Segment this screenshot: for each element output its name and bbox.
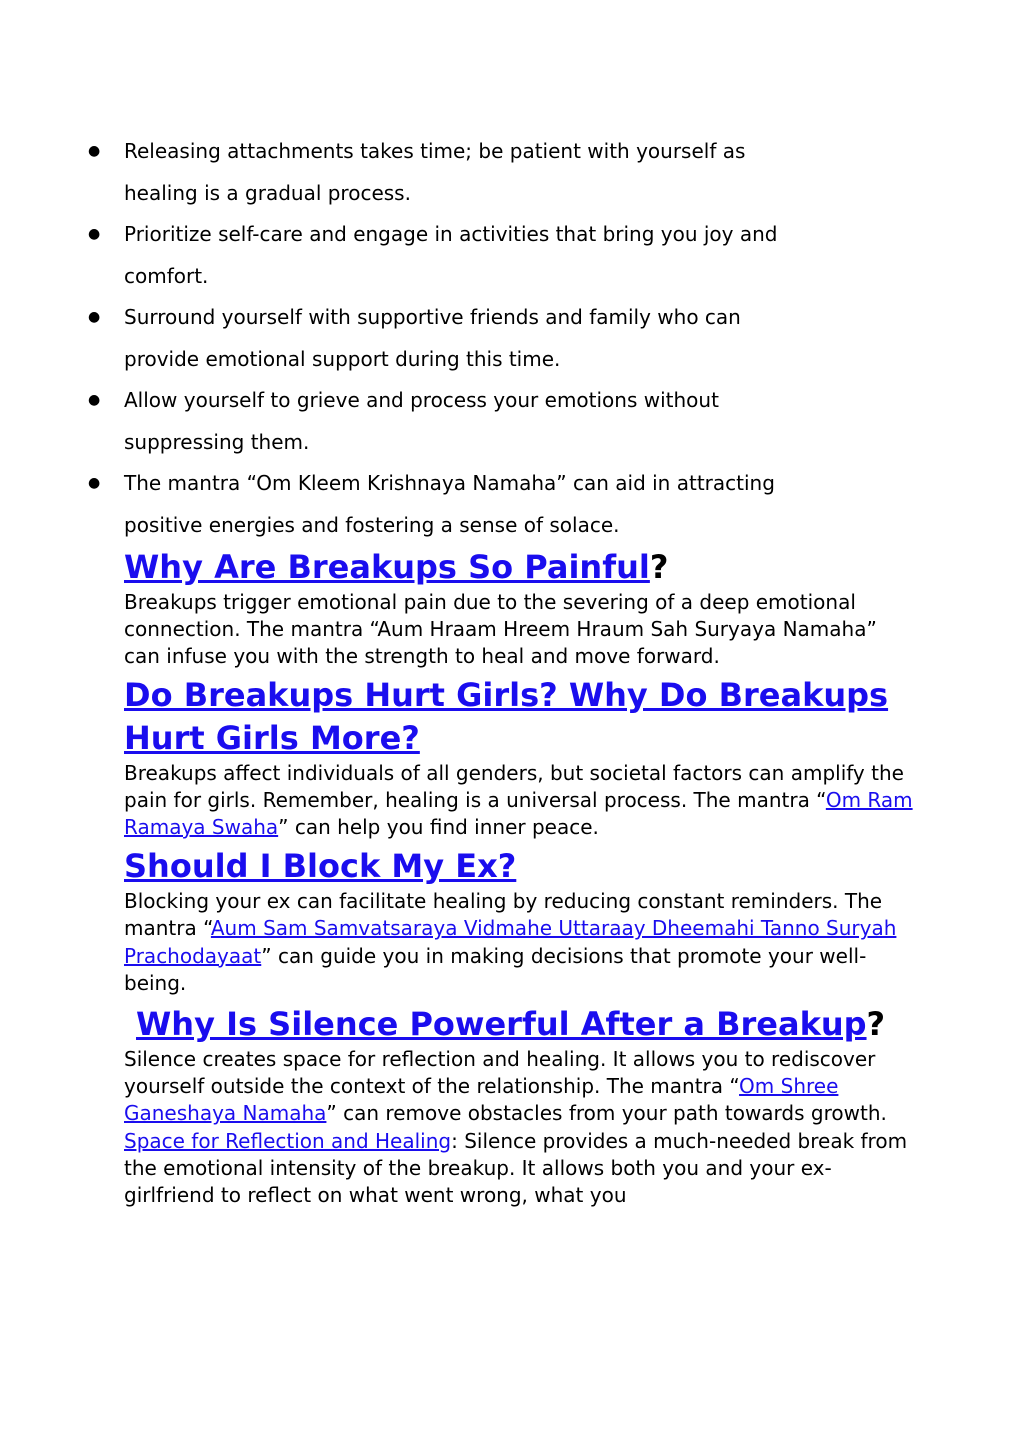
bullet-icon: ●: [88, 309, 101, 325]
paragraph-reflection: [124, 1128, 914, 1210]
paragraph-text: ” can guide you in making decisions that promote your well-being.: [124, 943, 867, 995]
heading-question-mark: ?: [866, 1005, 886, 1044]
list-item: [87, 297, 887, 380]
list-item: [87, 463, 887, 546]
paragraph-text: : Silence provides a much-needed break from the emotional intensity of the breakup. It allows both you and your ex-girlfriend to reflect on what went wrong, what you: [124, 1128, 908, 1208]
list-item: [87, 131, 887, 214]
bullet-icon: ●: [88, 226, 101, 242]
heading-block-ex: [124, 845, 914, 888]
list-item-line1: Prioritize self-care and engage in activities that bring you joy and: [124, 222, 778, 246]
heading-why-painful-link[interactable]: Why Are Breakups So Painful: [124, 548, 650, 586]
list-item-line1: The mantra “Om Kleem Krishnaya Namaha” can aid in attracting: [124, 471, 775, 495]
list-item-line2: positive energies and fostering a sense of solace.: [124, 512, 620, 537]
heading-silence-link[interactable]: Why Is Silence Powerful After a Breakup: [136, 1005, 867, 1044]
list-item-line2: suppressing them.: [124, 429, 310, 454]
paragraph-text: Blocking your ex can facilitate healing by reducing constant reminders. The mantra “: [124, 889, 883, 941]
bullet-icon: ●: [88, 143, 101, 159]
heading-silence: [124, 1003, 914, 1046]
heading-hurt-girls-link[interactable]: Do Breakups Hurt Girls? Why Do Breakups Hurt Girls More?: [124, 675, 889, 757]
bullet-icon: ●: [88, 475, 101, 491]
list-item: [87, 380, 887, 463]
mantra-link-aum-sam[interactable]: Aum Sam Samvatsaraya Vidmahe Uttaraay Dheemahi Tanno Suryah Prachodayaat: [124, 916, 897, 968]
paragraph-block-ex: [124, 888, 914, 997]
list-item-line1: Allow yourself to grieve and process your emotions without: [124, 388, 719, 412]
paragraph-text: ” can remove obstacles from your path towards growth.: [326, 1101, 887, 1126]
paragraph-hurt-girls: [124, 760, 914, 842]
bullet-icon: ●: [88, 392, 101, 408]
paragraph-text: ” can help you find inner peace.: [278, 815, 599, 840]
paragraph-why-painful: Breakups trigger emotional pain due to the severing of a deep emotional connection. The mantra “Aum Hraam Hreem Hraum Sah Suryaya Namaha” can infuse you with the strength to heal and move forward.: [124, 590, 877, 669]
heading-hurt-girls: [124, 674, 914, 760]
article-body: [124, 546, 914, 1209]
heading-block-ex-link[interactable]: Should I Block My Ex?: [124, 847, 517, 886]
list-item-line2: comfort.: [124, 263, 209, 288]
list-item: [87, 214, 887, 297]
tips-bullet-list: [87, 131, 887, 546]
list-item-line1: Surround yourself with supportive friends and family who can: [124, 305, 741, 329]
paragraph-text: Silence creates space for reflection and healing. It allows you to rediscover yourself outside the context of the relationship. The mantra “: [124, 1047, 876, 1099]
list-item-line2: provide emotional support during this time.: [124, 346, 561, 371]
mantra-link-om-ram[interactable]: Om Ram Ramaya Swaha: [124, 787, 913, 840]
paragraph-text: Breakups affect individuals of all genders, but societal factors can amplify the pain for girls. Remember, healing is a universal process. The mantra “: [124, 760, 904, 812]
mantra-link-om-shree[interactable]: Om Shree Ganeshaya Namaha: [124, 1074, 839, 1126]
reflection-link[interactable]: Space for Reflection and Healing: [124, 1128, 452, 1153]
paragraph-silence: [124, 1046, 914, 1128]
heading-question-mark: ?: [649, 548, 669, 586]
list-item-line2: healing is a gradual process.: [124, 180, 411, 205]
list-item-line1: Releasing attachments takes time; be patient with yourself as: [124, 139, 746, 163]
heading-why-painful: [124, 546, 914, 589]
